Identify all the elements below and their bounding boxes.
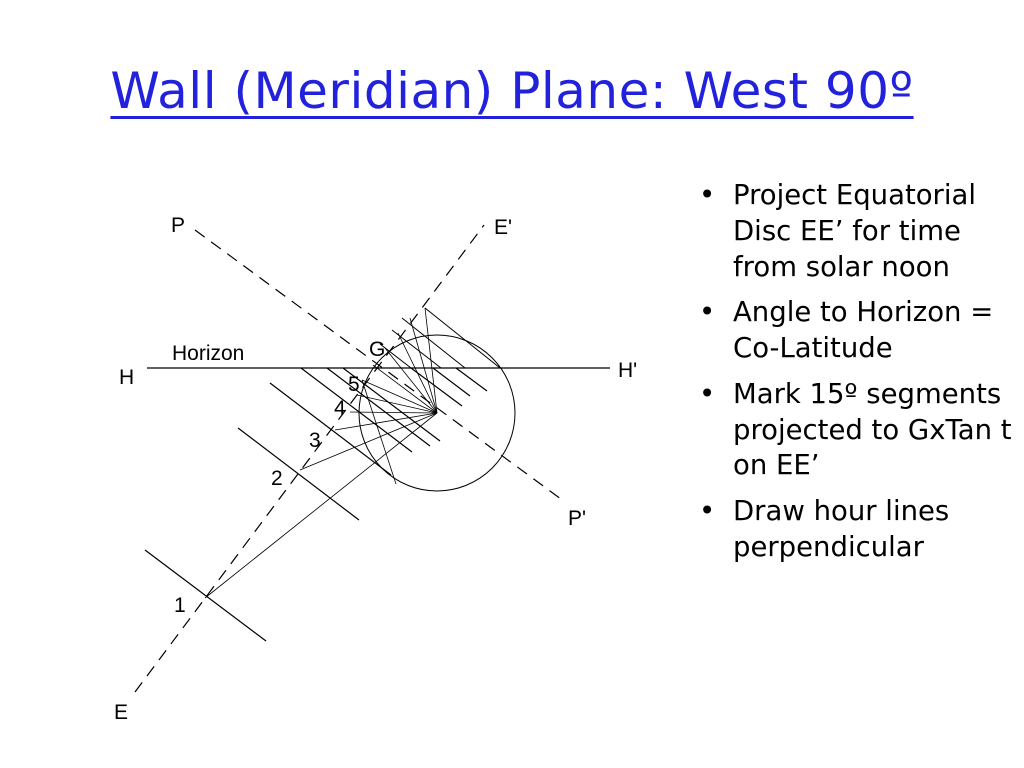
equatorial-line: [135, 225, 484, 692]
bullet-item: • Mark 15º segments projected to GxTan t on EE’: [695, 377, 1015, 484]
hour-mark-1: 1: [174, 594, 186, 617]
hour-mark-4: 4: [334, 397, 346, 420]
bullet-item: • Angle to Horizon = Co-Latitude: [695, 295, 1015, 367]
bullet-list: [695, 178, 1015, 576]
fan-ray: [205, 413, 437, 598]
slide-title: Wall (Meridian) Plane: West 90º: [110, 62, 914, 120]
fan-ray: [350, 412, 437, 413]
hour-mark-2: 2: [271, 467, 283, 490]
label-P: P: [171, 214, 186, 237]
bullet-item: • Project Equatorial Disc EE’ for time from solar noon: [695, 178, 1015, 285]
disc-edge-top: [425, 308, 500, 368]
hour-mark-3: 3: [309, 429, 321, 452]
bullet-item: • Draw hour lines perpendicular: [695, 494, 1015, 566]
hour-line: [433, 368, 470, 396]
hour-line: [411, 368, 462, 406]
upper-tick: [392, 330, 441, 368]
hour-mark-5: 5: [348, 373, 360, 396]
polar-axis-line: [195, 230, 565, 502]
label-G: G: [369, 338, 386, 361]
label-E: E: [114, 701, 129, 724]
label-horizon: Horizon: [172, 342, 245, 365]
label-E-prime: E': [494, 216, 513, 239]
label-H: H: [119, 366, 135, 389]
hour-line: [238, 428, 359, 520]
hour-line: [270, 383, 391, 475]
label-H-prime: H': [618, 359, 638, 382]
label-P-prime: P': [568, 507, 587, 530]
upper-ticks: [380, 318, 465, 368]
hour-line: [456, 368, 487, 391]
